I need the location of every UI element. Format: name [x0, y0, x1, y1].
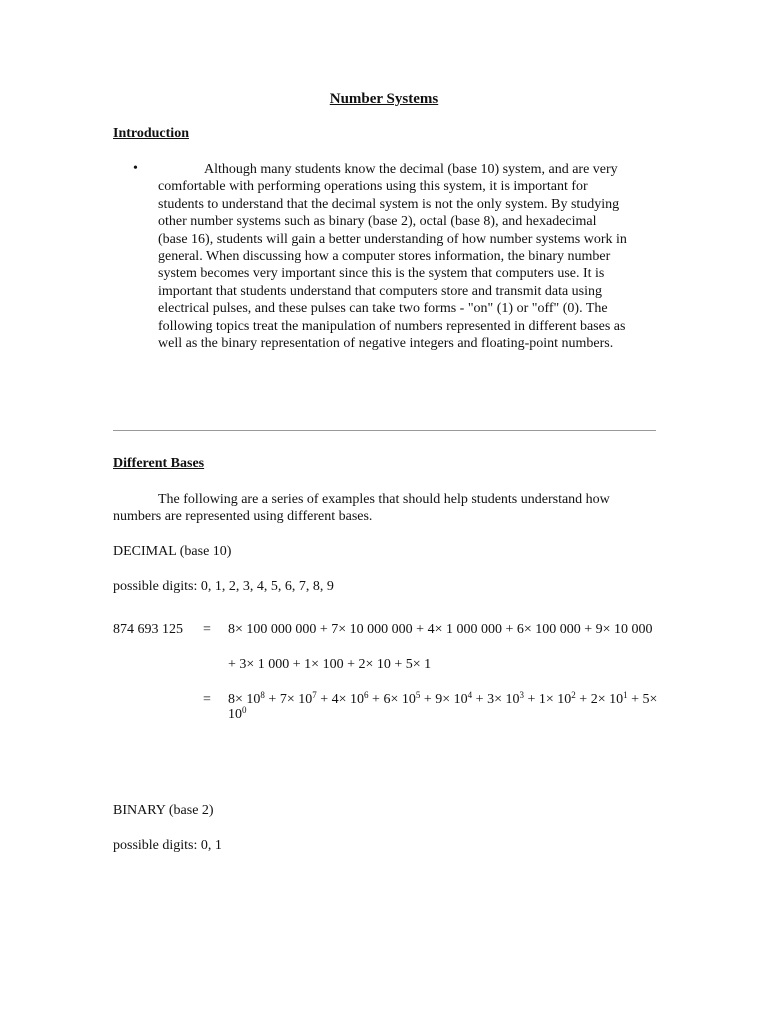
power-coefficient: 7×	[279, 692, 299, 707]
introduction-paragraph: Although many students know the decimal (base 10) system, and are very comfortable with performing operations using this system, it is important for students to understand that the decimal system is not the only system. By studying other number systems such as binary (base 2), octal (base 8), and hexadecimal (base 16), students will gain a better understanding of how number systems work in general. When discussing how a computer stores information, the binary number system becomes very important since this is the system that computers use. It is important that students understand that computers store and transmit data using electrical pulses, and these pulses can take two forms - "on" (1) or "off" (0). The following topics treat the manipulation of numbers represented in different bases as well as the binary representation of negative integers and floating-point numbers.	[158, 162, 627, 352]
power-base: 10	[557, 692, 572, 707]
page-title: Number Systems	[329, 91, 439, 107]
power-base: 10	[246, 692, 261, 707]
power-exponent: 5	[415, 690, 421, 700]
power-exponent: 0	[242, 705, 247, 715]
power-expansion-line-1: $8\times 10^8 + 7\times 10^7 + 4\times 10^6 + 6\times 10^5 + 9\times 10^4 + 3\times 10^3 + 1\times 10^2 + 2\times 10^1 + 5\times$	[228, 690, 658, 707]
expansion-line-2: + 3× 1 000 + 1× 100 + 2× 10 + 5× 1	[228, 657, 432, 672]
power-coefficient: 1×	[538, 692, 558, 707]
power-term	[591, 692, 628, 707]
power-exponent: 4	[467, 690, 473, 700]
power-base: 10	[228, 707, 242, 722]
power-base: 10	[298, 692, 313, 707]
power-exponent: 3	[519, 690, 524, 700]
decimal-title: DECIMAL (base 10)	[113, 544, 232, 559]
power-base: 10	[453, 692, 468, 707]
power-term	[487, 692, 524, 707]
power-term	[332, 692, 369, 707]
power-coefficient: 3×	[487, 692, 506, 707]
decimal-example-number: 874 693 125	[113, 622, 183, 637]
power-term	[643, 692, 658, 707]
binary-possible-digits: possible digits: 0, 1	[113, 838, 222, 853]
power-base: 10	[401, 692, 416, 707]
expansion-line-1: 8× 100 000 000 + 7× 10 000 000 + 4× 1 000 000 + 6× 100 000 + 9× 10 000	[228, 622, 653, 637]
bullet-point: •	[133, 161, 138, 176]
power-term	[435, 692, 472, 707]
power-exponent: 2	[571, 690, 576, 700]
power-term	[383, 692, 420, 707]
different-bases-heading: Different Bases	[113, 456, 205, 471]
different-bases-intro: The following are a series of examples that should help students understand how numbers are represented using different bases.	[113, 492, 610, 525]
power-coefficient: 2×	[590, 692, 610, 707]
power-exponent: 8	[260, 690, 265, 700]
power-expansion-line-2	[228, 707, 247, 723]
power-coefficient: 4×	[331, 692, 351, 707]
power-exponent: 6	[364, 690, 369, 700]
power-coefficient: 5×	[642, 692, 658, 707]
power-base: 10	[609, 692, 624, 707]
power-coefficient: 8×	[228, 692, 247, 707]
decimal-possible-digits: possible digits: 0, 1, 2, 3, 4, 5, 6, 7, 8, 9	[113, 579, 334, 594]
power-exponent: 7	[312, 690, 317, 700]
power-term	[280, 692, 317, 707]
introduction-heading: Introduction	[113, 126, 189, 141]
power-coefficient: 9×	[435, 692, 454, 707]
power-base: 10	[350, 692, 365, 707]
power-coefficient: 6×	[383, 692, 402, 707]
equals-sign: =	[203, 692, 211, 707]
power-base: 10	[505, 692, 520, 707]
equals-sign: =	[203, 622, 211, 637]
section-divider	[113, 430, 656, 431]
power-exponent: 1	[623, 690, 628, 700]
power-term	[539, 692, 576, 707]
binary-title: BINARY (base 2)	[113, 803, 214, 818]
